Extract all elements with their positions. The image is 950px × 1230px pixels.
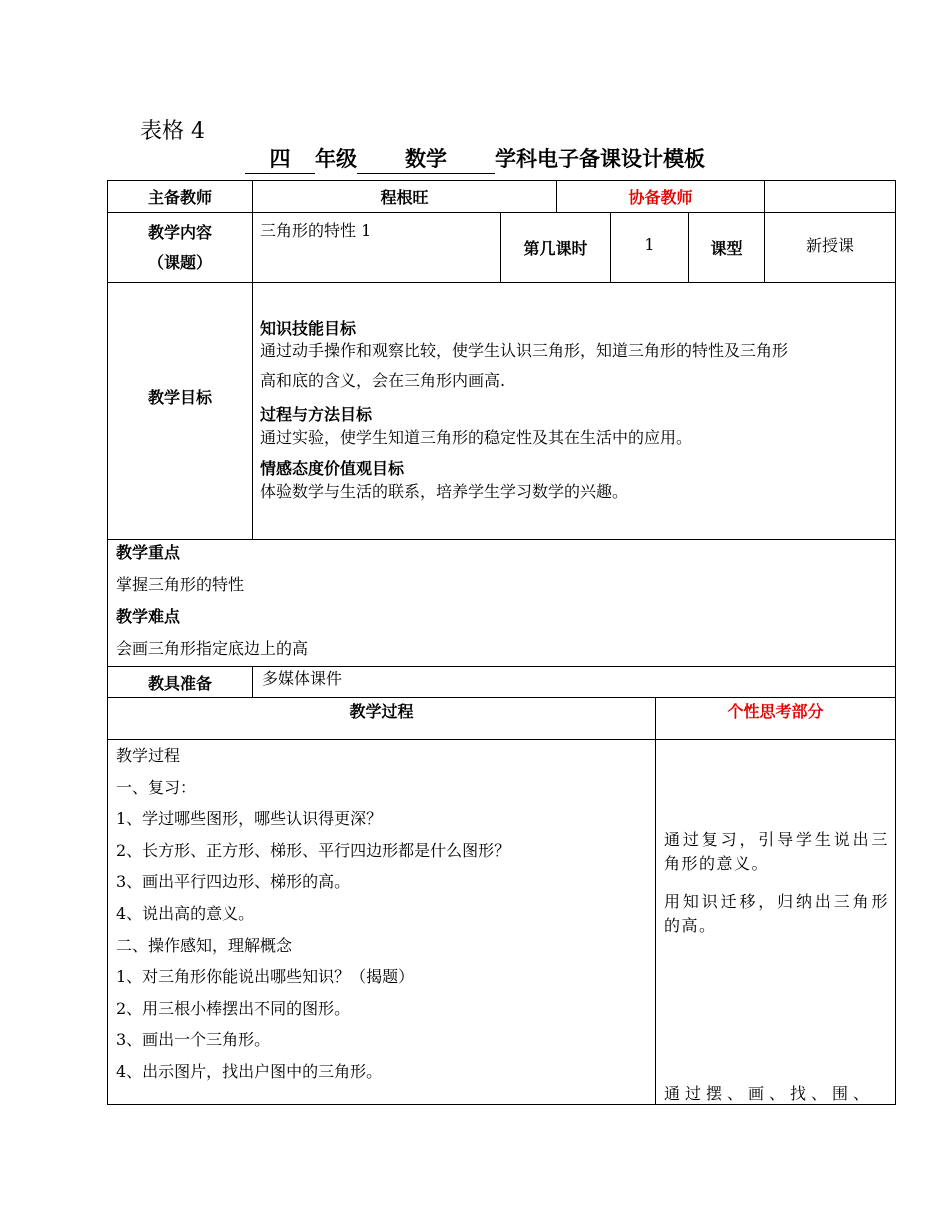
lesson-number-value: 1 xyxy=(644,235,655,254)
assist-teacher-label: 协备教师 xyxy=(628,188,693,207)
content-label-line1: 教学内容 xyxy=(147,223,212,242)
key-point-text: 掌握三角形的特性 xyxy=(116,575,245,594)
process-content xyxy=(116,740,651,1088)
process-line: 二、操作感知，理解概念 xyxy=(116,935,293,955)
personal-note-1: 通过复习，引导学生说出三角形的意义。 xyxy=(664,830,889,873)
lead-teacher-value: 程根旺 xyxy=(380,188,429,207)
content-label xyxy=(108,218,252,278)
objective-text-attitude: 体验数学与生活的联系，培养学生学习数学的兴趣。 xyxy=(260,482,629,501)
difficulty-text: 会画三角形指定底边上的高 xyxy=(116,639,309,658)
process-line: 2、长方形、正方形、梯形、平行四边形都是什么图形？ xyxy=(116,840,511,860)
process-line: 3、画出一个三角形。 xyxy=(116,1030,271,1050)
lesson-number-label: 第几课时 xyxy=(523,239,588,258)
personal-thinking-header: 个性思考部分 xyxy=(727,702,824,721)
personal-note-3: 通过摆、画、找、围、 xyxy=(664,1084,875,1103)
title-grade-suffix: 年级 xyxy=(315,147,357,171)
process-line: 1、对三角形你能说出哪些知识？（揭题） xyxy=(116,967,415,987)
objective-text-knowledge-1: 通过动手操作和观察比较，使学生认识三角形，知道三角形的特性及三角形 xyxy=(260,341,789,360)
personal-note-2: 用知识迁移，归纳出三角形的高。 xyxy=(664,892,889,935)
assist-teacher-value xyxy=(765,181,895,212)
objective-heading-process: 过程与方法目标 xyxy=(260,405,373,424)
process-line: 2、用三根小棒摆出不同的图形。 xyxy=(116,998,351,1018)
key-point-label: 教学重点 xyxy=(116,543,181,562)
process-line: 教学过程 xyxy=(116,746,181,765)
content-value: 三角形的特性 1 xyxy=(260,221,372,240)
lesson-type-label: 课型 xyxy=(710,239,743,258)
process-header: 教学过程 xyxy=(349,702,414,721)
objective-heading-knowledge: 知识技能目标 xyxy=(260,319,357,338)
difficulty-label: 教学难点 xyxy=(116,607,181,626)
process-line: 3、画出平行四边形、梯形的高。 xyxy=(116,872,351,892)
document-label: 表格 4 xyxy=(140,119,205,144)
content-label-line2: （课题） xyxy=(147,253,212,272)
materials-value: 多媒体课件 xyxy=(262,669,343,688)
lead-teacher-label: 主备教师 xyxy=(147,188,212,207)
title-grade: 四 xyxy=(245,143,315,174)
objective-text-knowledge-2: 高和底的含义，会在三角形内画高. xyxy=(260,371,506,390)
objectives-content xyxy=(260,318,890,504)
title-subject: 数学 xyxy=(357,143,495,174)
process-line: 4、说出高的意义。 xyxy=(116,903,255,923)
objective-heading-attitude: 情感态度价值观目标 xyxy=(260,459,405,478)
objectives-label: 教学目标 xyxy=(147,387,212,407)
process-line: 1、学过哪些图形，哪些认识得更深？ xyxy=(116,809,383,829)
materials-label: 教具准备 xyxy=(147,673,212,693)
objective-text-process: 通过实验，使学生知道三角形的稳定性及其在生活中的应用。 xyxy=(260,428,693,447)
document-title xyxy=(0,143,950,174)
key-points-section xyxy=(116,540,886,665)
process-line: 4、出示图片，找出户图中的三角形。 xyxy=(116,1061,383,1081)
lesson-type-value: 新授课 xyxy=(805,236,854,255)
title-rest: 学科电子备课设计模板 xyxy=(495,147,705,171)
process-line: 一、复习： xyxy=(116,777,197,797)
